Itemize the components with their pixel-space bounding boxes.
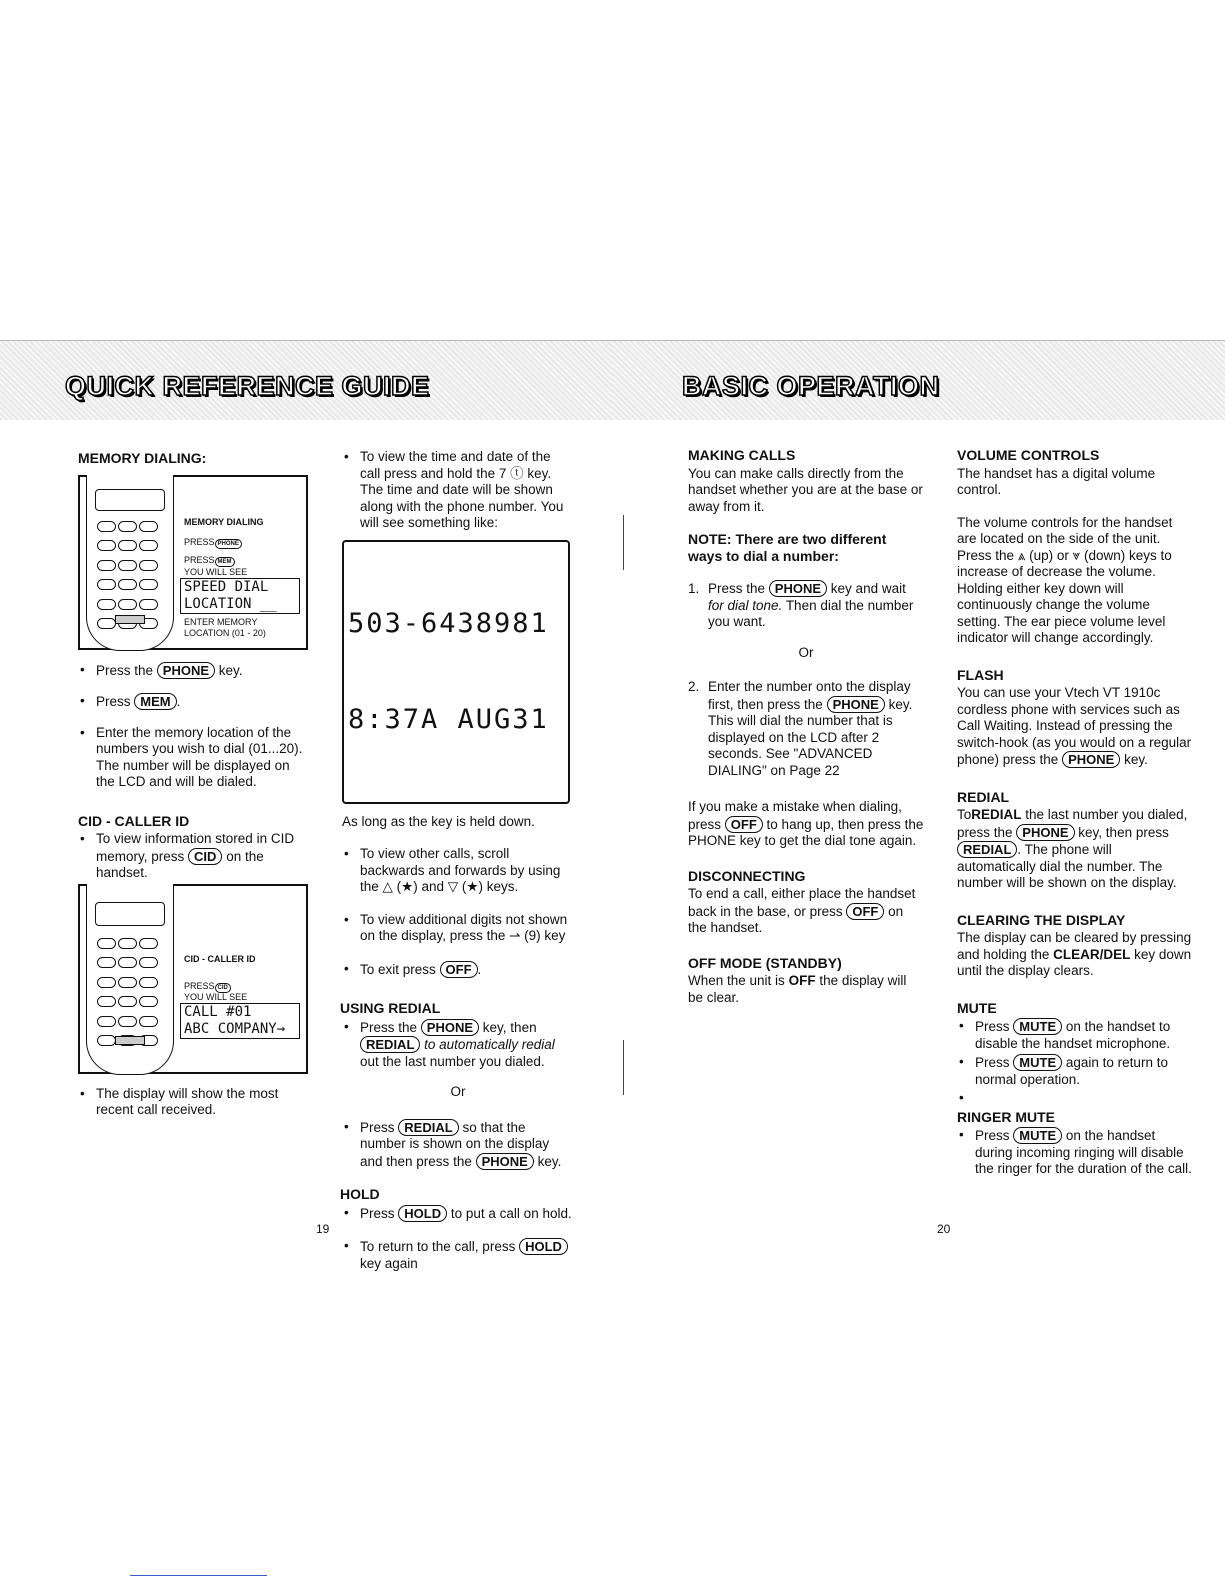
cid-heading: CID - CALLER ID	[78, 812, 190, 829]
phone-key: PHONE	[1016, 824, 1074, 841]
phone-key: PHONE	[769, 580, 827, 597]
left-header-banner	[0, 340, 612, 420]
time-date-lcd: 503-6438981 8:37A AUG31	[342, 540, 570, 804]
redial-or: Or	[450, 1084, 466, 1099]
mute-key: MUTE	[1013, 1018, 1062, 1035]
volume-text-1: The handset has a digital volume control.	[957, 465, 1156, 497]
fig2-lcd: CALL #01 ABC COMPANY→	[180, 1003, 300, 1039]
right-col-1	[688, 447, 924, 1020]
hold-key: HOLD	[519, 1238, 568, 1255]
phone-key: PHONE	[1062, 751, 1120, 768]
fig2-press: PRESS CID	[184, 981, 231, 993]
left-col-2	[342, 449, 574, 1286]
fig1-press2: PRESS MEM	[184, 555, 235, 567]
fig1-enter2: LOCATION (01 - 20)	[184, 627, 266, 638]
redial-key: REDIAL	[398, 1119, 458, 1136]
phone-key: PHONE	[157, 662, 215, 679]
clearing-text: The display can be cleared by pressing and holding the CLEAR/DEL key down until the display clears.	[957, 930, 1192, 978]
caller-id-figure	[78, 884, 308, 1074]
redial-key: REDIAL	[360, 1036, 420, 1053]
mute-bullet-2: • Press MUTE again to return to normal operation.	[957, 1054, 1193, 1088]
fig1-you-will-see: YOU WILL SEE	[184, 566, 248, 577]
as-long-text: As long as the key is held down.	[342, 813, 535, 829]
right-page	[612, 0, 1225, 1585]
fig1-enter1: ENTER MEMORY	[184, 616, 258, 627]
redial-heading: REDIAL	[957, 788, 1010, 805]
right-header-banner	[612, 340, 1225, 420]
right-col-2	[957, 447, 1193, 1192]
bottom-blue-line	[130, 1575, 267, 1576]
fig1-press1: PRESS PHONE	[184, 537, 242, 549]
mistake-text: If you make a mistake when dialing, press OFF to hang up, then press the PHONE key to get the dial tone again.	[688, 799, 924, 848]
mute-key: MUTE	[1013, 1127, 1062, 1144]
making-calls-heading: MAKING CALLS	[688, 447, 796, 463]
hold-key: HOLD	[398, 1205, 447, 1222]
dial-step-1: 1. Press the PHONE key and wait for dial tone. Then dial the number you want.	[688, 581, 914, 629]
ringer-mute-bullet: • Press MUTE on the handset during incoming ringing will disable the ringer for the duration of the call.	[957, 1127, 1193, 1178]
mem-bullet-3: • Enter the memory location of the numbers you wish to dial (01...20). The number will be displayed on the LCD and will be dialed.	[78, 725, 310, 791]
off-mode-text: When the unit is OFF the display will be clear.	[688, 973, 907, 1005]
note-text: NOTE: There are two different ways to dial a number:	[688, 531, 887, 564]
mem-bullet-1: • Press the PHONE key.	[78, 662, 310, 680]
volume-heading: VOLUME CONTROLS	[957, 447, 1100, 463]
mute-bullet-1: • Press MUTE on the handset to disable the handset microphone.	[957, 1018, 1193, 1052]
volume-text-2: The volume controls for the handset are located on the side of the unit. Press the ⩓ (up) or ⩔ (down) keys to increase of decrease the volume. Holding either key down will continuously change the volume setting. The ear piece volume level indicator will change accordingly.	[957, 514, 1173, 645]
disconnecting-heading: DISCONNECTING	[688, 867, 806, 884]
disconnecting-text: To end a call, either place the handset back in the base, or press OFF on the handset.	[688, 886, 916, 935]
off-key: OFF	[846, 903, 884, 920]
flash-heading: FLASH	[957, 666, 1004, 683]
hold-heading: HOLD	[340, 1186, 380, 1202]
ringer-mute-heading: RINGER MUTE	[957, 1108, 1055, 1125]
memory-dialing-figure	[78, 475, 308, 650]
dial-or: Or	[798, 644, 814, 660]
phone-handset-icon	[86, 475, 174, 651]
scroll-bullet: • To view other calls, scroll backwards and forwards by using the △ (★) and ▽ (★) keys.	[342, 846, 574, 896]
fig1-title: MEMORY DIALING	[184, 516, 264, 527]
fig2-you-will-see: YOU WILL SEE	[184, 991, 248, 1002]
using-redial-heading: USING REDIAL	[340, 1000, 441, 1016]
left-header-title: QUICK REFERENCE GUIDE	[65, 371, 430, 401]
redial-text: ToREDIAL the last number you dialed, press the PHONE key, then press REDIAL . The phone will automatically dial the number. The number will be shown on the display.	[957, 807, 1188, 890]
fig2-title: CID - CALLER ID	[184, 953, 256, 964]
phone-key: PHONE	[421, 1019, 479, 1036]
flash-text: You can use your Vtech VT 1910c cordless phone with services such as Call Waiting. Instead of pressing the switch-hook (as you would on a regular phone) press the PHONE key.	[957, 685, 1192, 767]
cid-bullet-last: • The display will show the most recent call received.	[78, 1086, 310, 1119]
off-key: OFF	[440, 961, 478, 978]
mem-bullet-2: • Press MEM .	[78, 693, 310, 711]
redial-key: REDIAL	[957, 841, 1017, 858]
digits-bullet: • To view additional digits not shown on the display, press the ⇀ (9) key	[342, 912, 574, 945]
time-date-bullet: • To view the time and date of the call press and hold the 7 ⓣ key. The time and date will be shown along with the phone number. You will see something like:	[342, 449, 574, 532]
clearing-heading: CLEARING THE DISPLAY	[957, 911, 1126, 928]
right-header-title: BASIC OPERATION	[682, 371, 940, 401]
making-calls-text: You can make calls directly from the handset whether you are at the base or away from it.	[688, 465, 923, 514]
left-col-1	[78, 450, 310, 1133]
page-number-left: 19	[316, 1222, 330, 1236]
mute-bullet-empty	[957, 1090, 1193, 1107]
redial-bullet-2: • Press REDIAL so that the number is shown on the display and then press the PHONE key.	[342, 1119, 574, 1171]
fig1-lcd: SPEED DIAL LOCATION __	[180, 578, 300, 614]
redial-bullet-1: • Press the PHONE key, then REDIAL to automatically redial out the last number you dialed.	[342, 1019, 574, 1071]
cid-bullet-1: • To view information stored in CID memory, press CID on the handset.	[78, 831, 310, 882]
off-mode-heading: OFF MODE (STANDBY)	[688, 954, 842, 971]
phone-key: PHONE	[476, 1153, 534, 1170]
dial-step-2: 2. Enter the number onto the display first, then press the PHONE key. This will dial the number that is displayed on the LCD after 2 seconds. See "ADVANCED DIALING" on Page 22	[688, 679, 913, 778]
left-page	[0, 0, 612, 1585]
mute-key: MUTE	[1013, 1054, 1062, 1071]
mem-key: MEM	[134, 693, 176, 710]
mute-heading: MUTE	[957, 999, 997, 1016]
phone-key: PHONE	[827, 696, 885, 713]
exit-bullet: • To exit press OFF .	[342, 961, 574, 979]
hold-bullet-1: • Press HOLD to put a call on hold.	[342, 1205, 574, 1223]
hold-bullet-2: • To return to the call, press HOLD key again	[342, 1238, 574, 1272]
page-number-right: 20	[937, 1222, 951, 1236]
memory-dialing-heading: MEMORY DIALING:	[78, 450, 207, 466]
cid-key: CID	[188, 848, 222, 865]
phone-handset-icon	[86, 884, 174, 1075]
off-key: OFF	[725, 816, 763, 833]
